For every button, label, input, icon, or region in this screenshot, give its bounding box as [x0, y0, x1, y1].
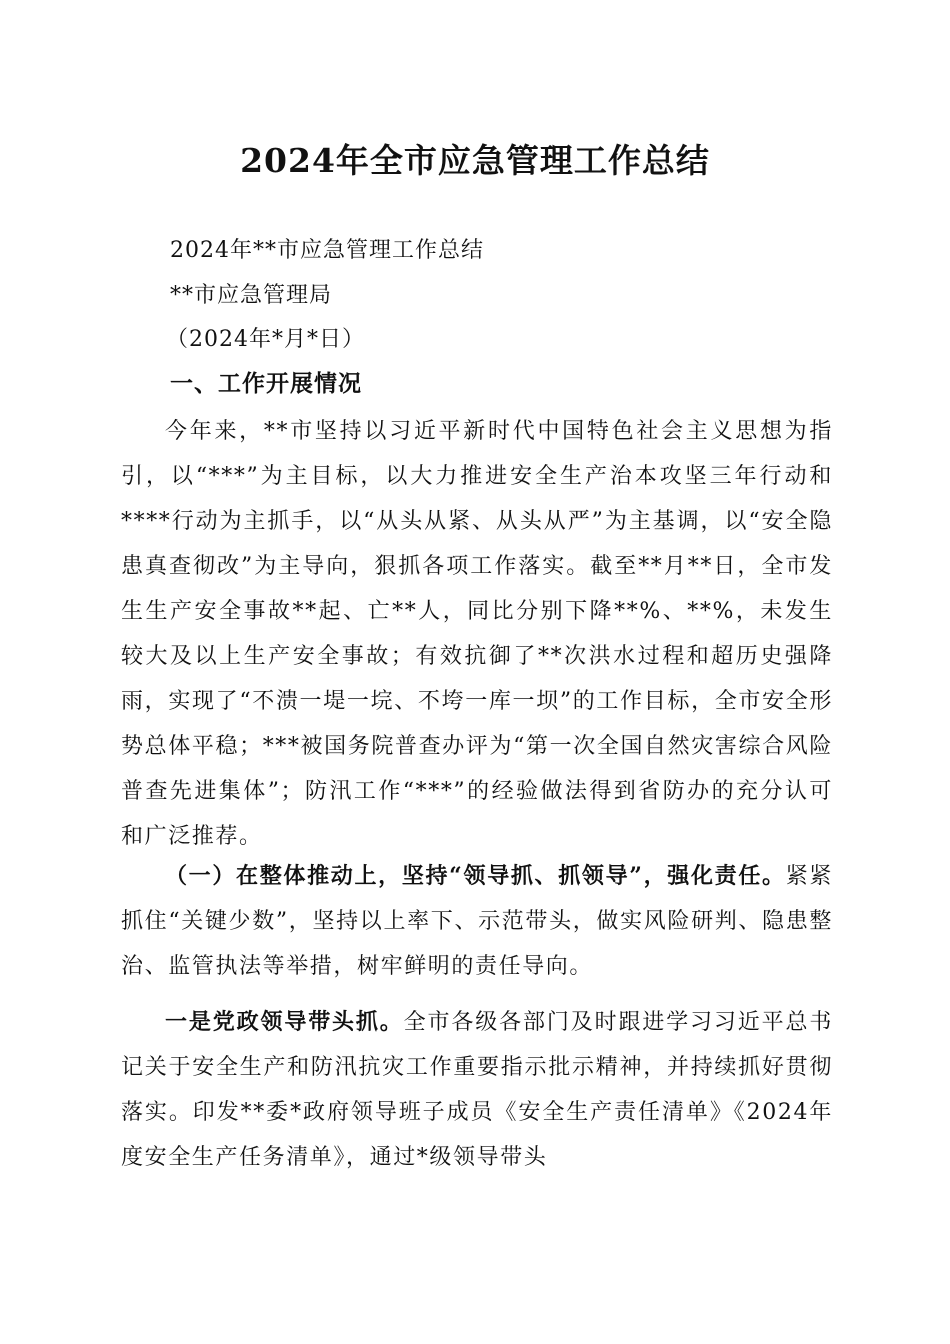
document-date: （2024年*月*日） — [166, 327, 365, 352]
paragraph-party-leadership — [121, 1000, 833, 1180]
paragraph-overview: 今年来，**市坚持以习近平新时代中国特色社会主义思想为指引，以“***”为主目标，以大力推进安全生产治本攻坚三年行动和****行动为主抓手，以“从头从紧、从头从严”为主基调，以“安全隐患真查彻改”为主导向，狠抓各项工作落实。截至**月**日，全市发生生产安全事故**起、亡**人，同比分别下降**%、**%，未发生较大及以上生产安全事故；有效抗御了**次洪水过程和超历史强降雨，实现了“不溃一堤一垸、不垮一库一坝”的工作目标，全市安全形势总体平稳；***被国务院普查办评为“第一次全国自然灾害综合风险普查先进集体”；防汛工作“***”的经验做法得到省防办的充分认可和广泛推荐。 — [121, 419, 833, 849]
section-heading-work-progress: 一、工作开展情况 — [170, 370, 362, 397]
paragraph-lead-heading: 一是党政领导带头抓。 — [165, 1009, 404, 1035]
paragraph-body-text: 紧紧抓住“关键少数”，坚持以上率下、示范带头，做实风险研判、隐患整治、监管执法等举措，树牢鲜明的责任导向。 — [121, 864, 834, 979]
document-title: 2024年全市应急管理工作总结 — [240, 141, 710, 180]
issuing-organization: **市应急管理局 — [170, 283, 333, 308]
document-subtitle: 2024年**市应急管理工作总结 — [170, 238, 484, 263]
paragraph-body-text: 全市各级各部门及时跟进学习习近平总书记关于安全生产和防汛抗灾工作重要指示批示精神，并持续抓好贯彻落实。印发**委*政府领导班子成员《安全生产责任清单》《2024年度安全生产任务清单》，通过*级领导带头 — [121, 1010, 833, 1170]
paragraph-lead-heading: （一）在整体推动上，坚持“领导抓、抓领导”，强化责任。 — [165, 863, 786, 889]
paragraph-overall-promotion — [121, 854, 833, 989]
